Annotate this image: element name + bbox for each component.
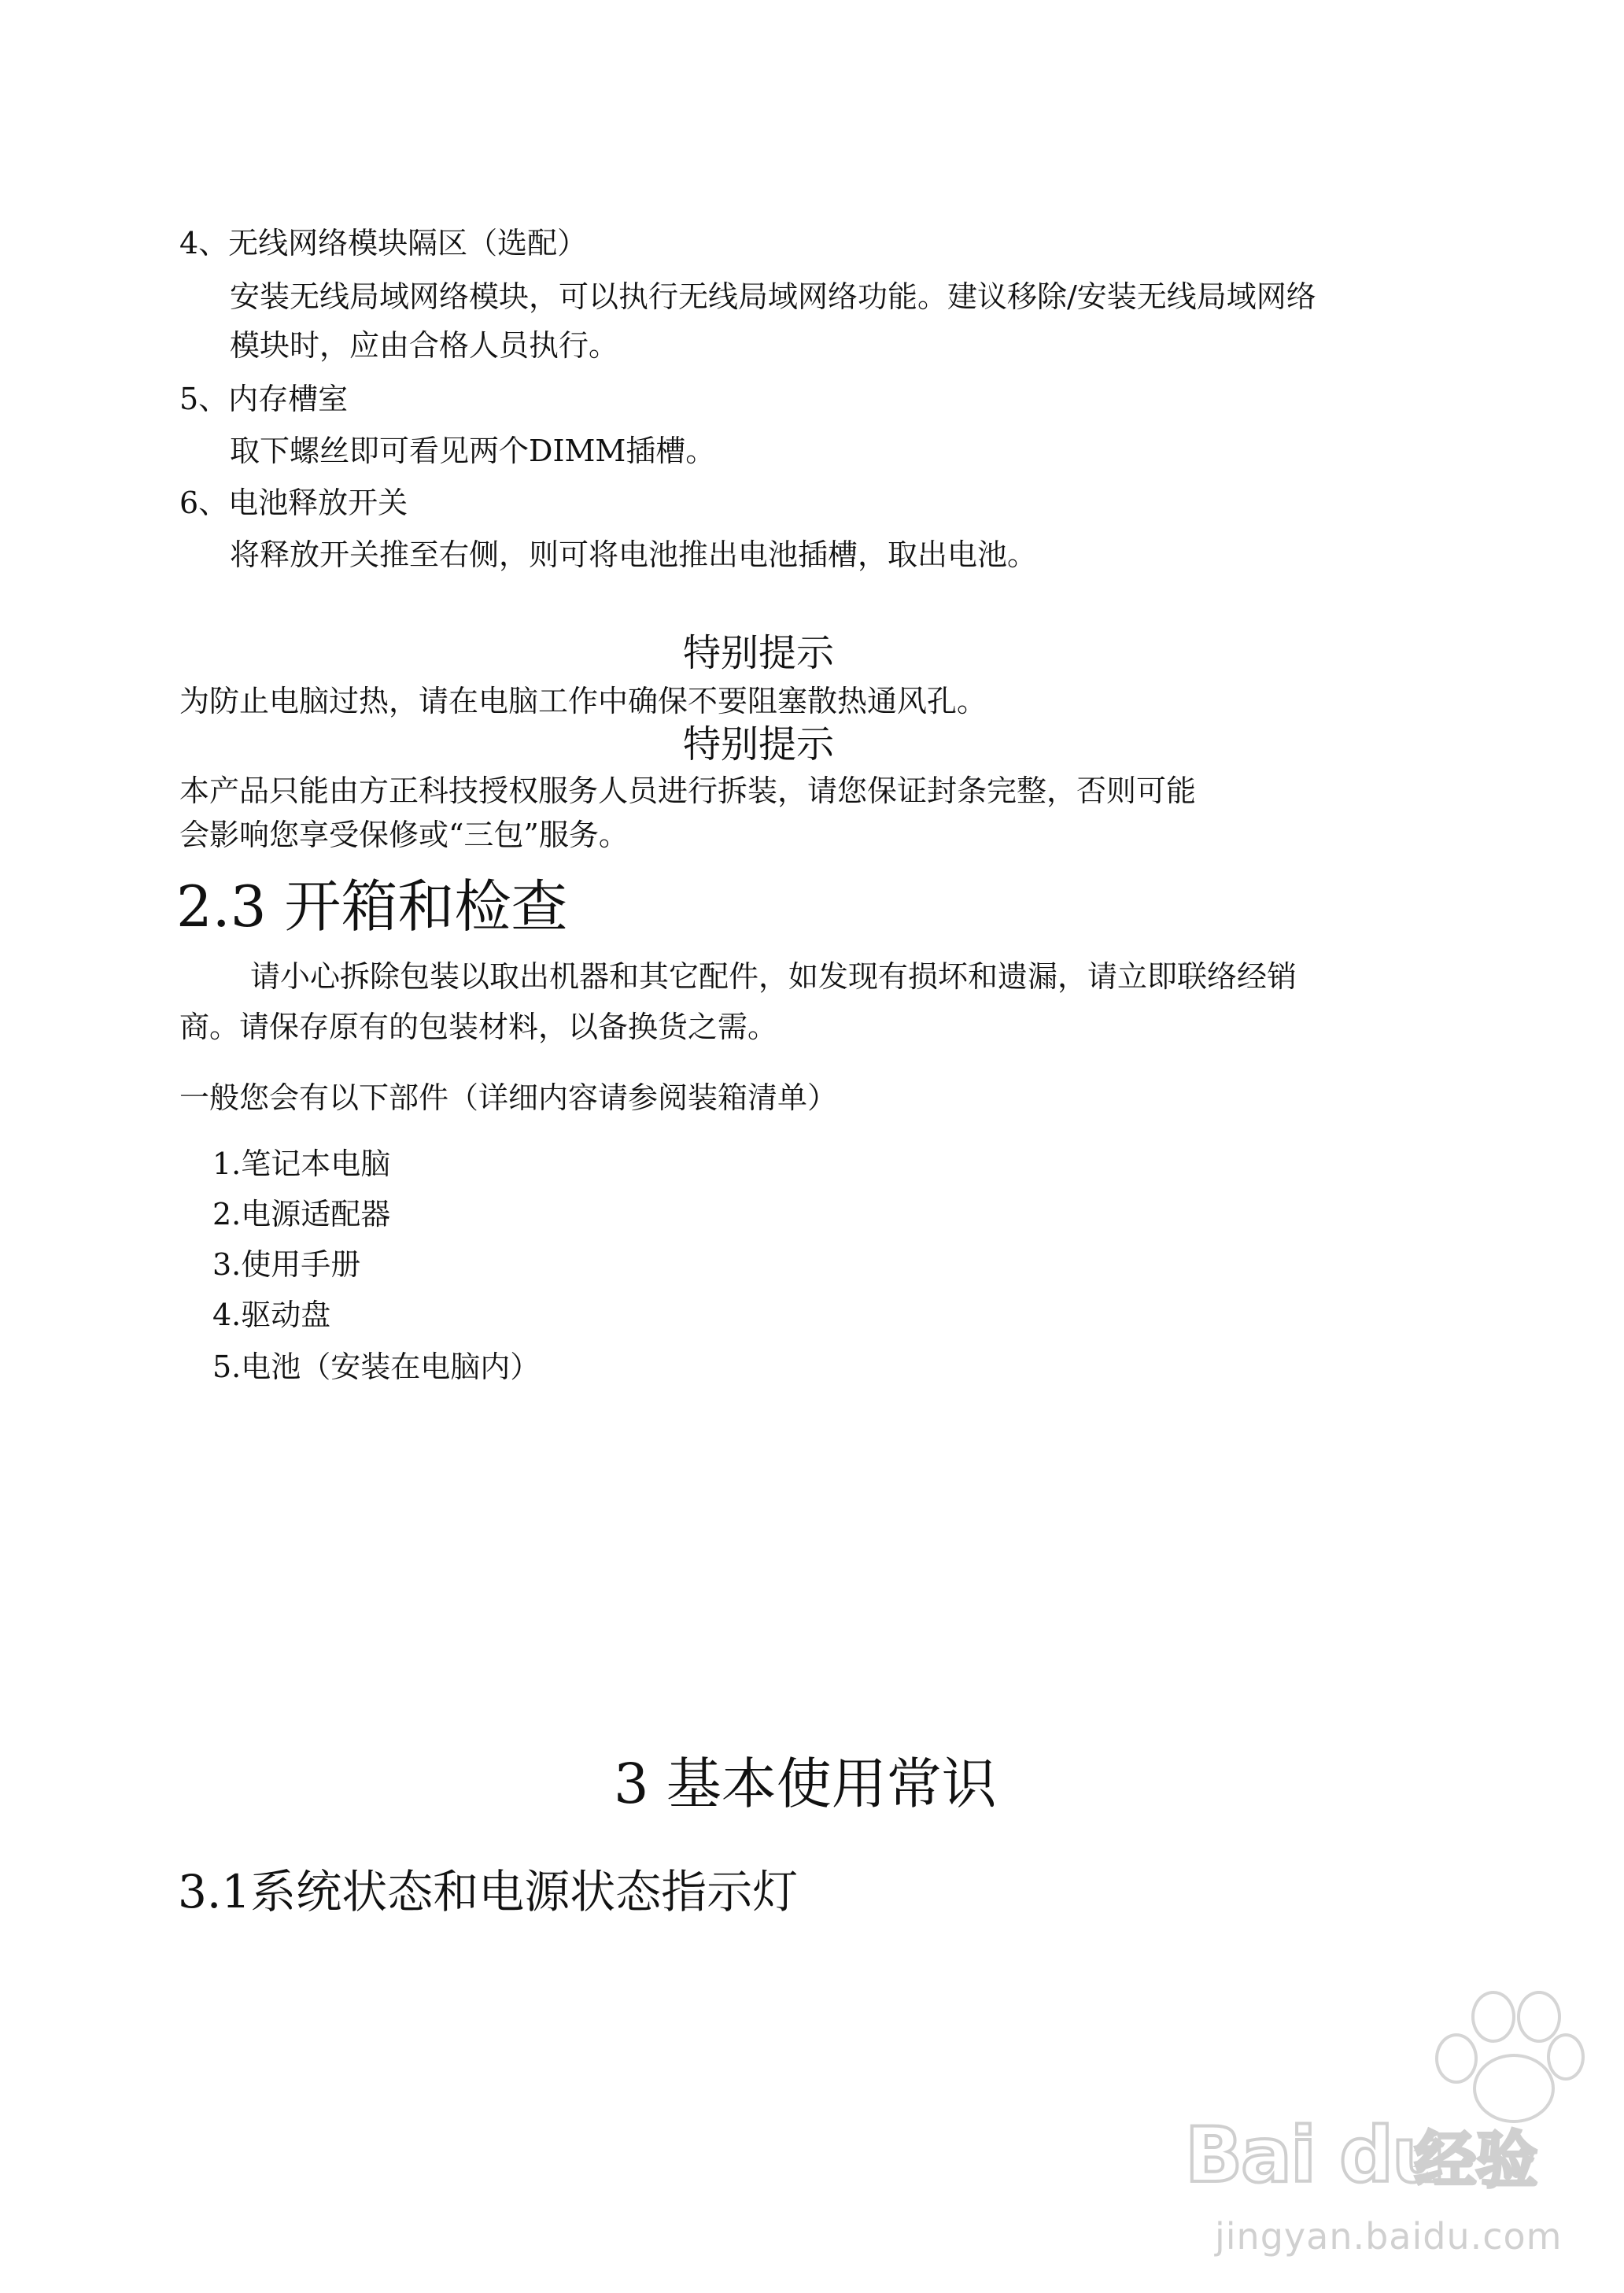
item-body-line: 取下螺丝即可看见两个DIMM插槽。: [230, 434, 716, 468]
list-item: 3.使用手册: [212, 1247, 361, 1282]
section-paragraph-line: 商。请保存原有的包装材料，以备换货之需。: [179, 1010, 778, 1044]
notice-text: 为防止电脑过热，请在电脑工作中确保不要阻塞散热通风孔。: [179, 684, 987, 718]
baidu-jingyan-watermark: [1185, 1970, 1594, 2277]
item-body-line: 安装无线局域网络模块，可以执行无线局域网络功能。建议移除/安装无线局域网络: [230, 279, 1316, 314]
item-heading-battery-release: 6、电池释放开关: [179, 486, 408, 520]
item-body-line: 模块时，应由合格人员执行。: [230, 328, 619, 363]
list-item: 2.电源适配器: [212, 1197, 391, 1231]
notice-title: 特别提示: [683, 631, 835, 675]
watermark-logo-text: Bai du: [1185, 2111, 1445, 2199]
watermark-url: jingyan.baidu.com: [1215, 2215, 1563, 2258]
watermark-logo-cn: 经验: [1415, 2125, 1538, 2196]
subsection-title: 3.1系统状态和电源状态指示灯: [178, 1865, 799, 1918]
section-title: 2.3 开箱和检查: [176, 873, 568, 940]
notice-text: 会影响您享受保修或“三包”服务。: [179, 818, 629, 852]
list-item: 1.笔记本电脑: [212, 1146, 391, 1181]
item-heading-wireless-module: 4、无线网络模块隔区（选配）: [179, 226, 588, 260]
section-paragraph-line: 请小心拆除包装以取出机器和其它配件，如发现有损坏和遗漏，请立即联络经销: [250, 959, 1297, 994]
item-body-line: 将释放开关推至右侧，则可将电池推出电池插槽，取出电池。: [230, 537, 1038, 572]
list-item: 4.驱动盘: [212, 1298, 331, 1332]
paw-logo-icon: [1421, 1986, 1578, 2120]
chapter-title: 3 基本使用常识: [614, 1752, 997, 1816]
list-item: 5.电池（安装在电脑内）: [212, 1350, 541, 1384]
notice-text: 本产品只能由方正科技授权服务人员进行拆装，请您保证封条完整，否则可能: [179, 774, 1197, 808]
item-heading-memory-slot: 5、内存槽室: [179, 382, 349, 416]
list-intro: 一般您会有以下部件（详细内容请参阅装箱清单）: [179, 1080, 838, 1115]
notice-title: 特别提示: [683, 722, 835, 766]
